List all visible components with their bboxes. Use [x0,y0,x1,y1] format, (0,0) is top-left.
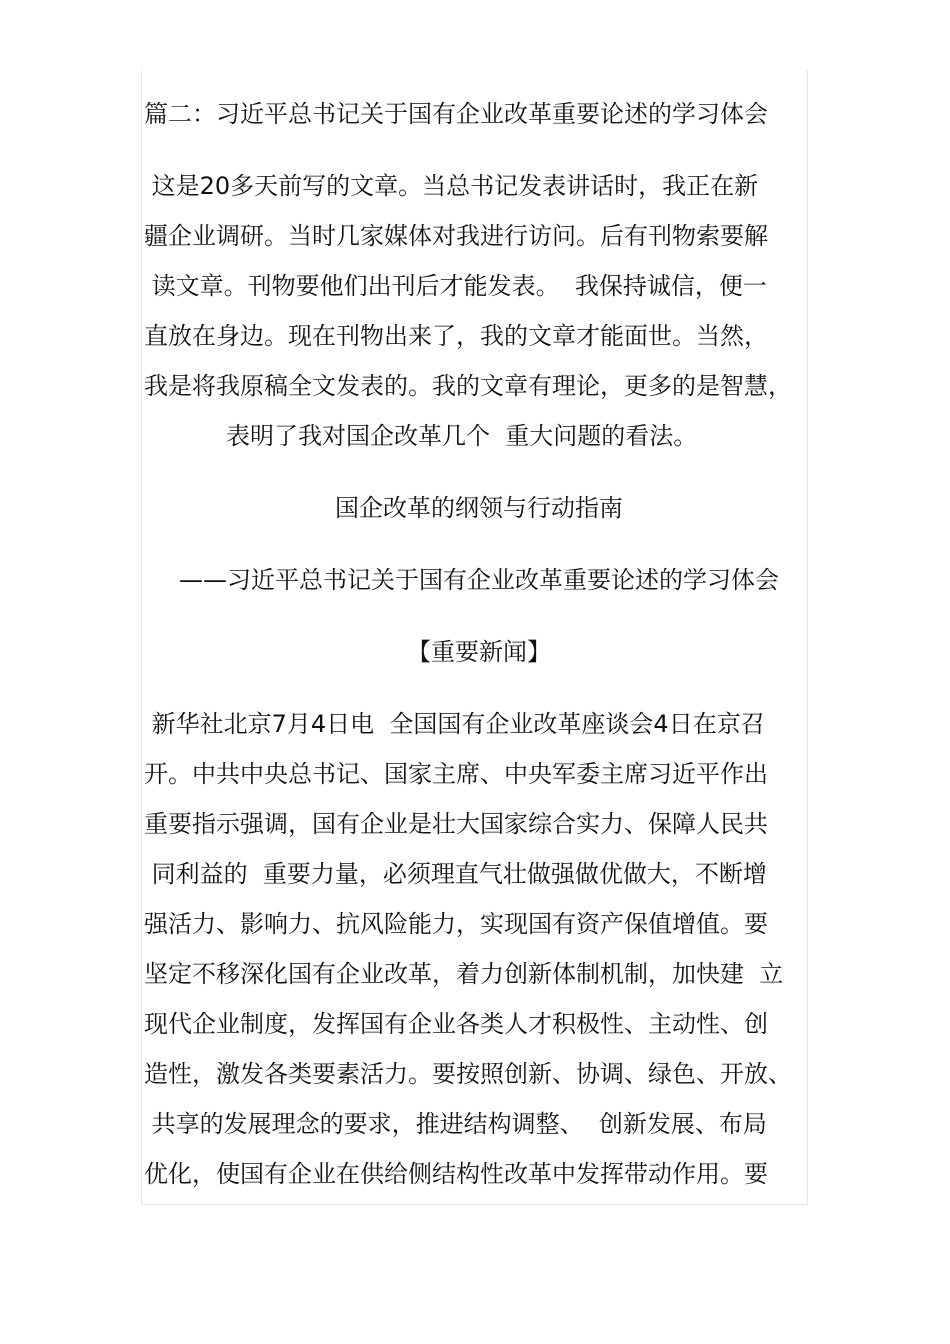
intro-line-3: 读文章。刊物要他们出刊后才能发表。 我保持诚信，便一 [144,272,767,300]
news-line-10: 优化，使国有企业在供给侧结构性改革中发挥带动作用。要 [144,1160,768,1188]
intro-line-6: 表明了我对国企改革几个 重大问题的看法。 [226,422,698,450]
intro-line-4: 直放在身边。现在刊物出来了，我的文章才能面世。当然， [144,322,768,350]
news-line-2: 开。中共中央总书记、国家主席、中央军委主席习近平作出 [144,760,768,788]
news-line-8: 造性，激发各类要素活力。要按照创新、协调、绿色、开放、 [144,1060,792,1088]
news-line-4: 同利益的 重要力量，必须理直气壮做强做优做大，不断增 [144,860,767,888]
intro-line-5: 我是将我原稿全文发表的。我的文章有理论，更多的是智慧， [144,372,792,400]
news-line-7: 现代企业制度，发挥国有企业各类人才积极性、主动性、创 [144,1010,768,1038]
article-subtitle: ——习近平总书记关于国有企业改革重要论述的学习体会 [179,566,779,594]
document-title: 篇二：习近平总书记关于国有企业改革重要论述的学习体会 [144,100,768,128]
intro-line-2: 疆企业调研。当时几家媒体对我进行访问。后有刊物索要解 [144,222,768,250]
article-title: 国企改革的纲领与行动指南 [335,494,623,522]
news-line-5: 强活力、影响力、抗风险能力，实现国有资产保值增值。要 [144,910,768,938]
news-line-1: 新华社北京7月4日电 全国国有企业改革座谈会4日在京召 [144,710,765,738]
news-line-3: 重要指示强调，国有企业是壮大国家综合实力、保障人民共 [144,810,768,838]
intro-line-1: 这是20多天前写的文章。当总书记发表讲话时，我正在新 [144,172,759,200]
section-label: 【重要新闻】 [407,638,551,666]
news-line-9: 共享的发展理念的要求，推进结构调整、 创新发展、布局 [144,1110,767,1138]
news-line-6: 坚定不移深化国有企业改革，着力创新体制机制，加快建 立 [144,960,784,988]
